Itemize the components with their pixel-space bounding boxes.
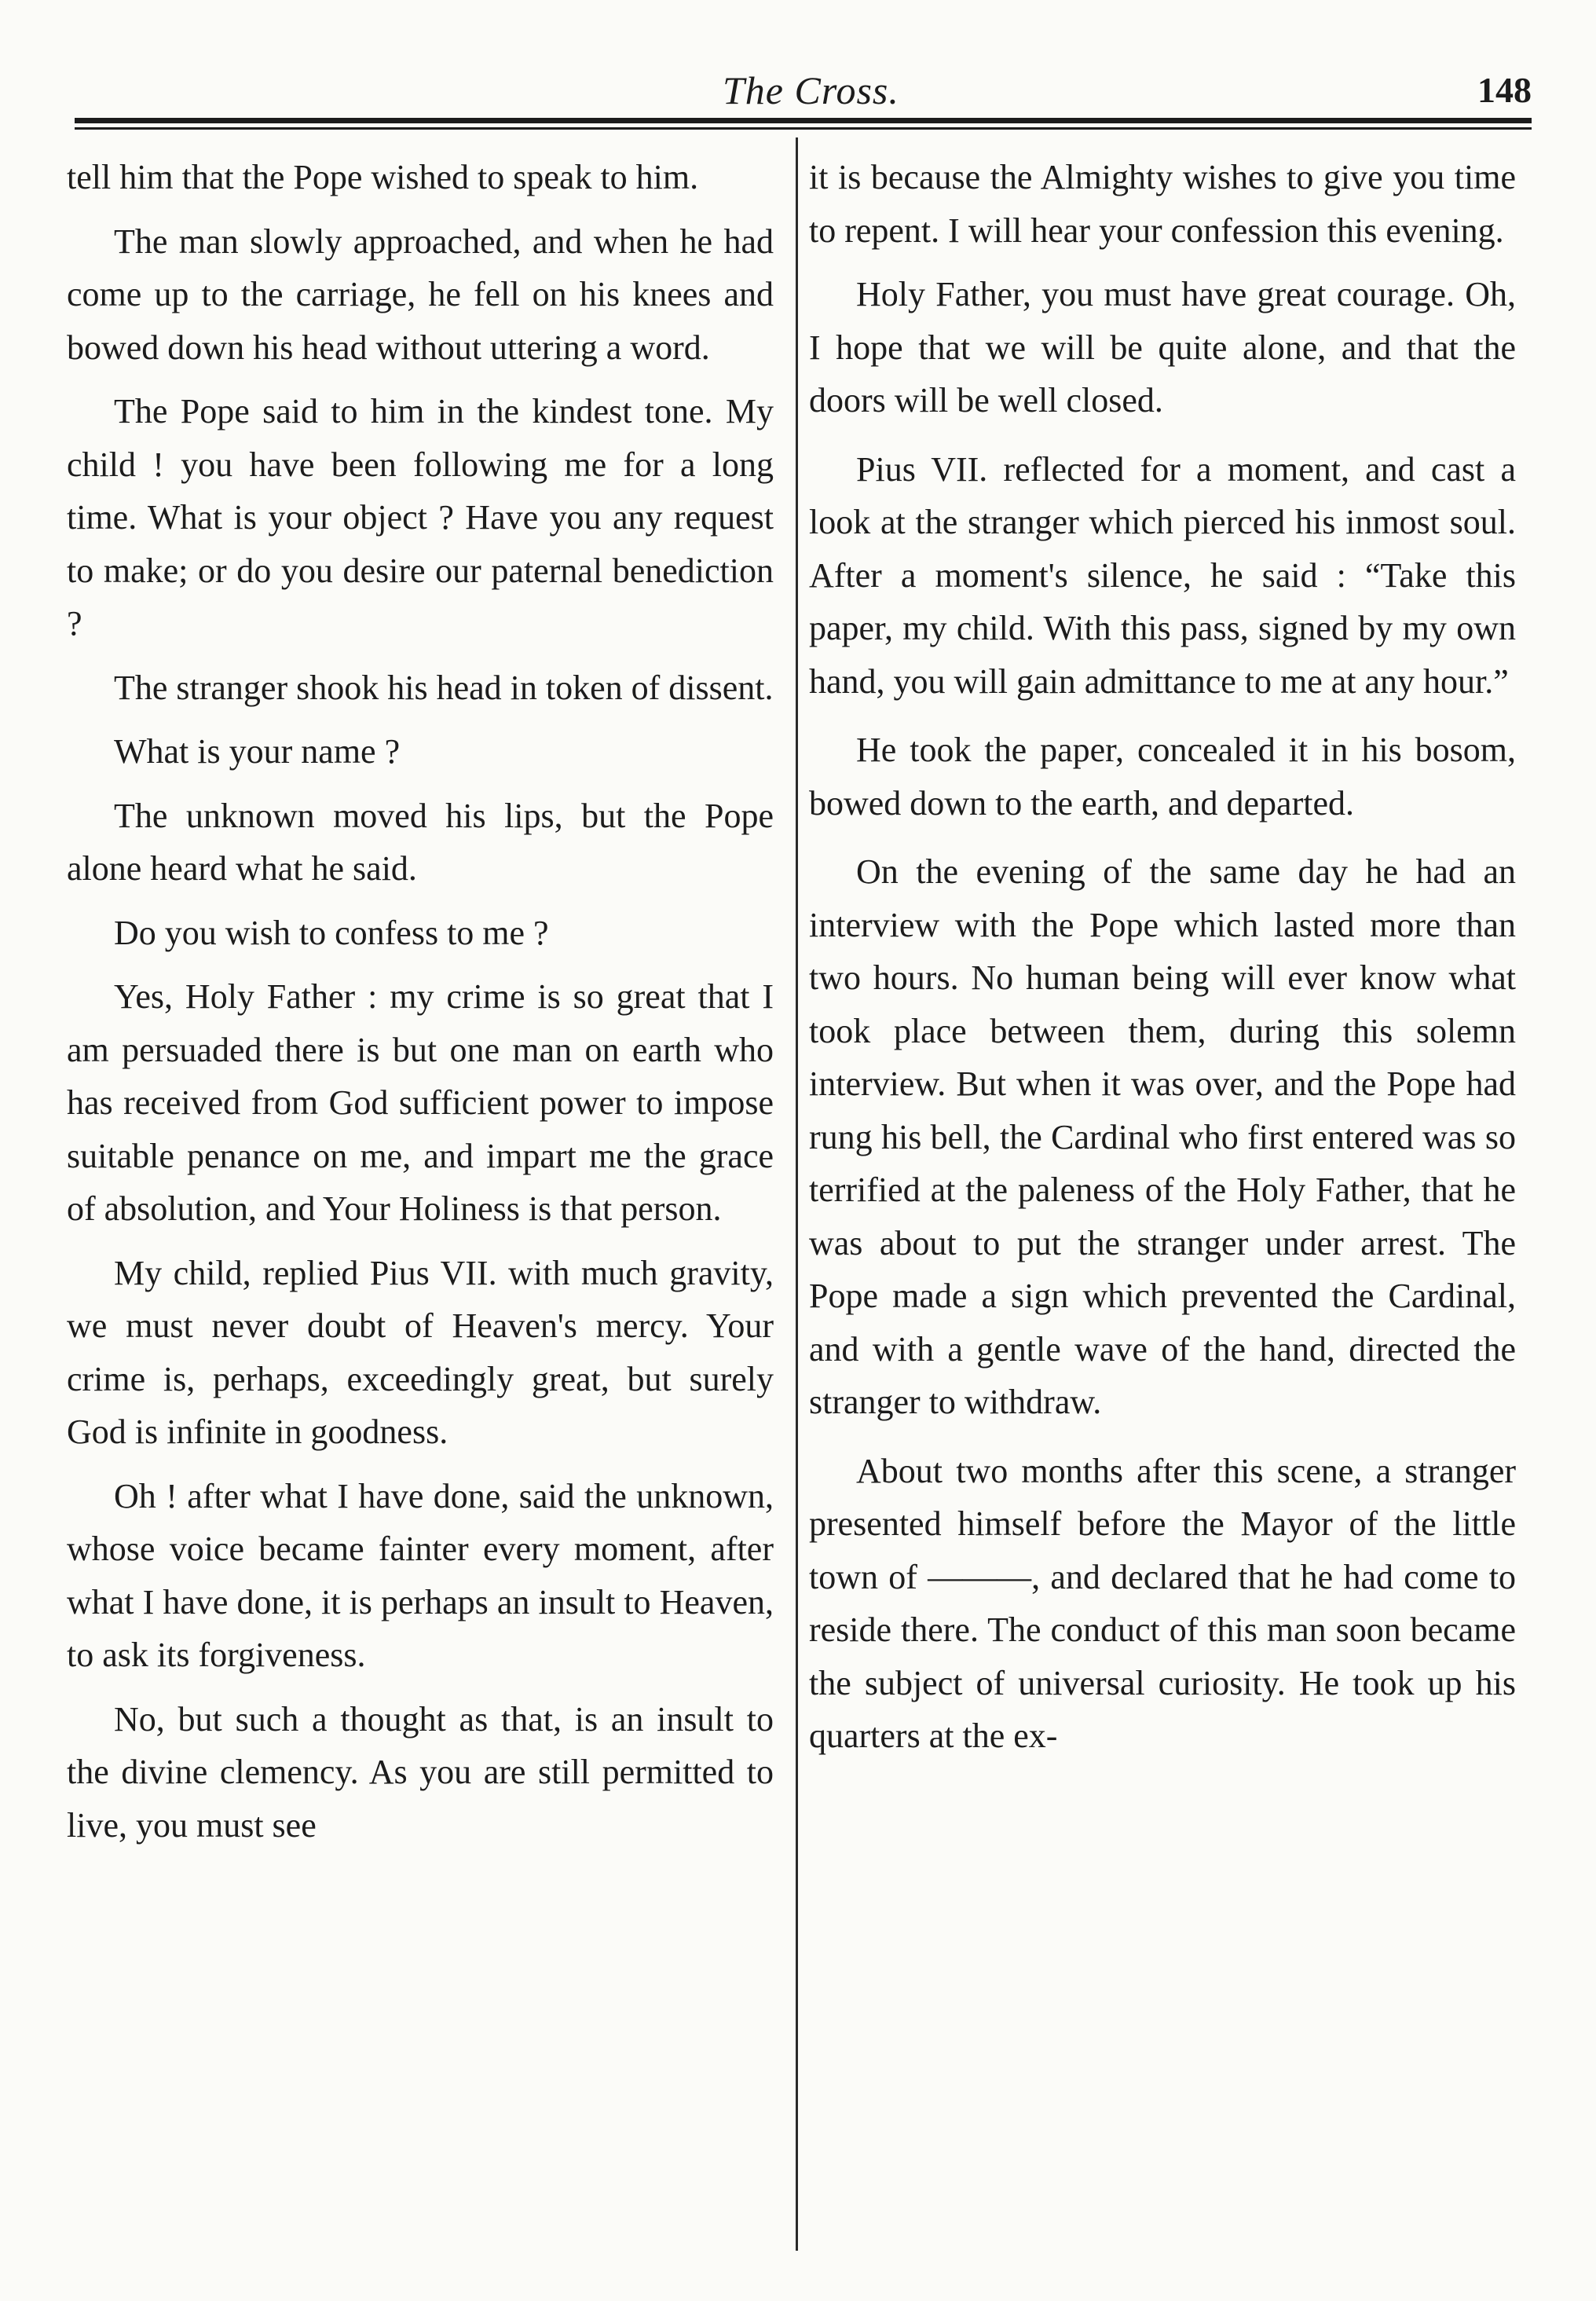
page-header (79, 68, 1532, 123)
paragraph: The unknown moved his lips, but the Pope alone heard what he said. (67, 796, 774, 888)
paragraph: The stranger shook his head in token of dissent. (114, 668, 774, 707)
paragraph: Yes, Holy Father : my crime is so great that I am persuaded there is but one man on earth who has received from God sufficient power to impose suitable penance on me, and impart me the grace of absolution, and Your Holiness is that person. (67, 977, 774, 1228)
paragraph: tell him that the Pope wished to speak to him. (67, 158, 699, 196)
paragraph: About two months after this scene, a stranger presented himself before the Mayor of the little town of ———, and declared that he had come to reside there. The conduct of this man soon became the subject of universal curiosity. He took up his quarters at the ex- (809, 1451, 1516, 1755)
right-column (809, 151, 1516, 1774)
paragraph: The Pope said to him in the kindest tone. My child ! you have been following me for a long time. What is your object ? Have you any request to make; or do you desire our paternal benediction ? (67, 392, 774, 643)
paragraph: Oh ! after what I have done, said the unknown, whose voice became fainter every moment, after what I have done, it is perhaps an insult to Heaven, to ask its forgiveness. (67, 1476, 774, 1674)
column-divider (796, 137, 798, 2251)
paragraph: My child, replied Pius VII. with much gravity, we must never doubt of Heaven's mercy. Your crime is, perhaps, exceedingly great, but surely God is infinite in goodness. (67, 1253, 774, 1451)
left-column (67, 151, 774, 1863)
paragraph: No, but such a thought as that, is an insult to the divine clemency. As you are still permitted to live, you must see (67, 1699, 774, 1845)
paragraph: The man slowly approached, and when he had come up to the carriage, he fell on his knees and bowed down his head without uttering a word. (67, 222, 774, 367)
running-title: The Cross. (723, 68, 899, 112)
paragraph: Holy Father, you must have great courage. Oh, I hope that we will be quite alone, and that the doors will be well closed. (809, 275, 1516, 420)
page-number: 148 (1477, 70, 1532, 110)
paragraph: it is because the Almighty wishes to give you time to repent. I will hear your confession this evening. (809, 158, 1516, 250)
paragraph: Pius VII. reflected for a moment, and cast a look at the stranger which pierced his inmost soul. After a moment's silence, he said : “Take this paper, my child. With this pass, signed by my own hand, you will gain admittance to me at any hour.” (809, 449, 1516, 701)
paragraph: He took the paper, concealed it in his bosom, bowed down to the earth, and departed. (809, 731, 1516, 823)
header-rule-thick (75, 118, 1532, 123)
paragraph: What is your name ? (114, 732, 401, 771)
header-rule-thin (75, 127, 1532, 130)
paragraph: Do you wish to confess to me ? (114, 913, 549, 952)
paragraph: On the evening of the same day he had an interview with the Pope which lasted more than two hours. No human being will ever know what took place between them, during this solemn interview. But when it was over, and the Pope had rung his bell, the Cardinal who first entered was so terrified at the paleness of the Holy Father, that he was about to put the stranger under arrest. The Pope made a sign which prevented the Cardinal, and with a gentle wave of the hand, directed the stranger to withdraw. (809, 852, 1516, 1421)
